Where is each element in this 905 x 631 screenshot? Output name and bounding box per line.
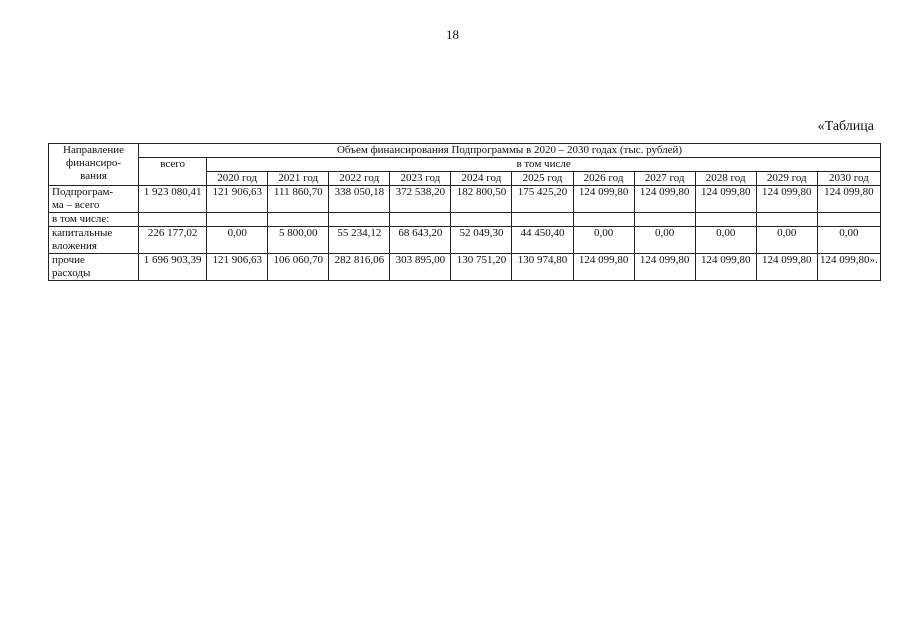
year-header: 2028 год (695, 172, 756, 186)
value-cell: 121 906,63 (207, 254, 268, 281)
value-cell (329, 213, 390, 227)
year-header: 2021 год (268, 172, 329, 186)
value-cell: 0,00 (634, 227, 695, 254)
row-label (49, 254, 139, 281)
year-header: 2026 год (573, 172, 634, 186)
row-label (49, 227, 139, 254)
table-row (49, 213, 881, 227)
value-cell: 0,00 (756, 227, 817, 254)
value-cell: 124 099,80 (817, 186, 880, 213)
row-label (49, 213, 139, 227)
row-label-line: капитальные (52, 227, 113, 239)
including-header: в том числе (207, 158, 881, 172)
value-cell: 124 099,80». (817, 254, 880, 281)
value-cell: 124 099,80 (695, 254, 756, 281)
header-row-1 (49, 144, 881, 158)
value-cell: 124 099,80 (756, 186, 817, 213)
value-cell: 5 800,00 (268, 227, 329, 254)
direction-header-line: вания (80, 170, 107, 182)
financing-table (48, 143, 881, 281)
value-cell (756, 213, 817, 227)
value-cell: 0,00 (695, 227, 756, 254)
year-header: 2027 год (634, 172, 695, 186)
value-cell: 55 234,12 (329, 227, 390, 254)
value-cell: 0,00 (573, 227, 634, 254)
value-cell (512, 213, 573, 227)
value-cell: 111 860,70 (268, 186, 329, 213)
value-cell: 68 643,20 (390, 227, 451, 254)
value-cell: 106 060,70 (268, 254, 329, 281)
value-cell (634, 213, 695, 227)
value-cell (451, 213, 512, 227)
value-cell: 124 099,80 (634, 254, 695, 281)
year-header: 2025 год (512, 172, 573, 186)
total-cell: 1 923 080,41 (139, 186, 207, 213)
value-cell: 130 751,20 (451, 254, 512, 281)
table-row (49, 254, 881, 281)
value-cell: 124 099,80 (634, 186, 695, 213)
total-cell (139, 213, 207, 227)
value-cell: 44 450,40 (512, 227, 573, 254)
value-cell: 303 895,00 (390, 254, 451, 281)
value-cell: 130 974,80 (512, 254, 573, 281)
table-row (49, 227, 881, 254)
volume-header: Объем финансирования Подпрограммы в 2020 – 2030 годах (тыс. рублей) (139, 144, 881, 158)
value-cell: 52 049,30 (451, 227, 512, 254)
table-row (49, 186, 881, 213)
value-cell: 121 906,63 (207, 186, 268, 213)
year-header: 2023 год (390, 172, 451, 186)
header-row-2 (49, 158, 881, 172)
year-header: 2020 год (207, 172, 268, 186)
row-label-line: прочие (52, 254, 85, 266)
value-cell: 124 099,80 (756, 254, 817, 281)
total-cell: 1 696 903,39 (139, 254, 207, 281)
value-cell: 0,00 (207, 227, 268, 254)
page-number: 18 (446, 27, 459, 42)
row-label-line: расходы (52, 267, 91, 279)
row-label-line: в том числе: (52, 213, 110, 225)
value-cell (695, 213, 756, 227)
value-cell: 282 816,06 (329, 254, 390, 281)
direction-header (49, 144, 139, 186)
value-cell (207, 213, 268, 227)
value-cell: 124 099,80 (573, 186, 634, 213)
table-caption: «Таблица (817, 119, 874, 134)
value-cell (390, 213, 451, 227)
row-label-line: Подпрограм- (52, 186, 114, 198)
value-cell: 124 099,80 (573, 254, 634, 281)
year-header: 2022 год (329, 172, 390, 186)
value-cell (817, 213, 880, 227)
total-header: всего (139, 158, 207, 186)
direction-header-line: Направление (63, 144, 125, 156)
value-cell: 372 538,20 (390, 186, 451, 213)
row-label (49, 186, 139, 213)
total-cell: 226 177,02 (139, 227, 207, 254)
year-header: 2030 год (817, 172, 880, 186)
value-cell: 0,00 (817, 227, 880, 254)
value-cell: 182 800,50 (451, 186, 512, 213)
year-header: 2029 год (756, 172, 817, 186)
row-label-line: ма – всего (52, 199, 100, 211)
direction-header-line: финансиро- (65, 157, 122, 169)
value-cell: 124 099,80 (695, 186, 756, 213)
value-cell (573, 213, 634, 227)
row-label-line: вложения (52, 240, 97, 252)
year-header: 2024 год (451, 172, 512, 186)
value-cell: 175 425,20 (512, 186, 573, 213)
value-cell: 338 050,18 (329, 186, 390, 213)
value-cell (268, 213, 329, 227)
